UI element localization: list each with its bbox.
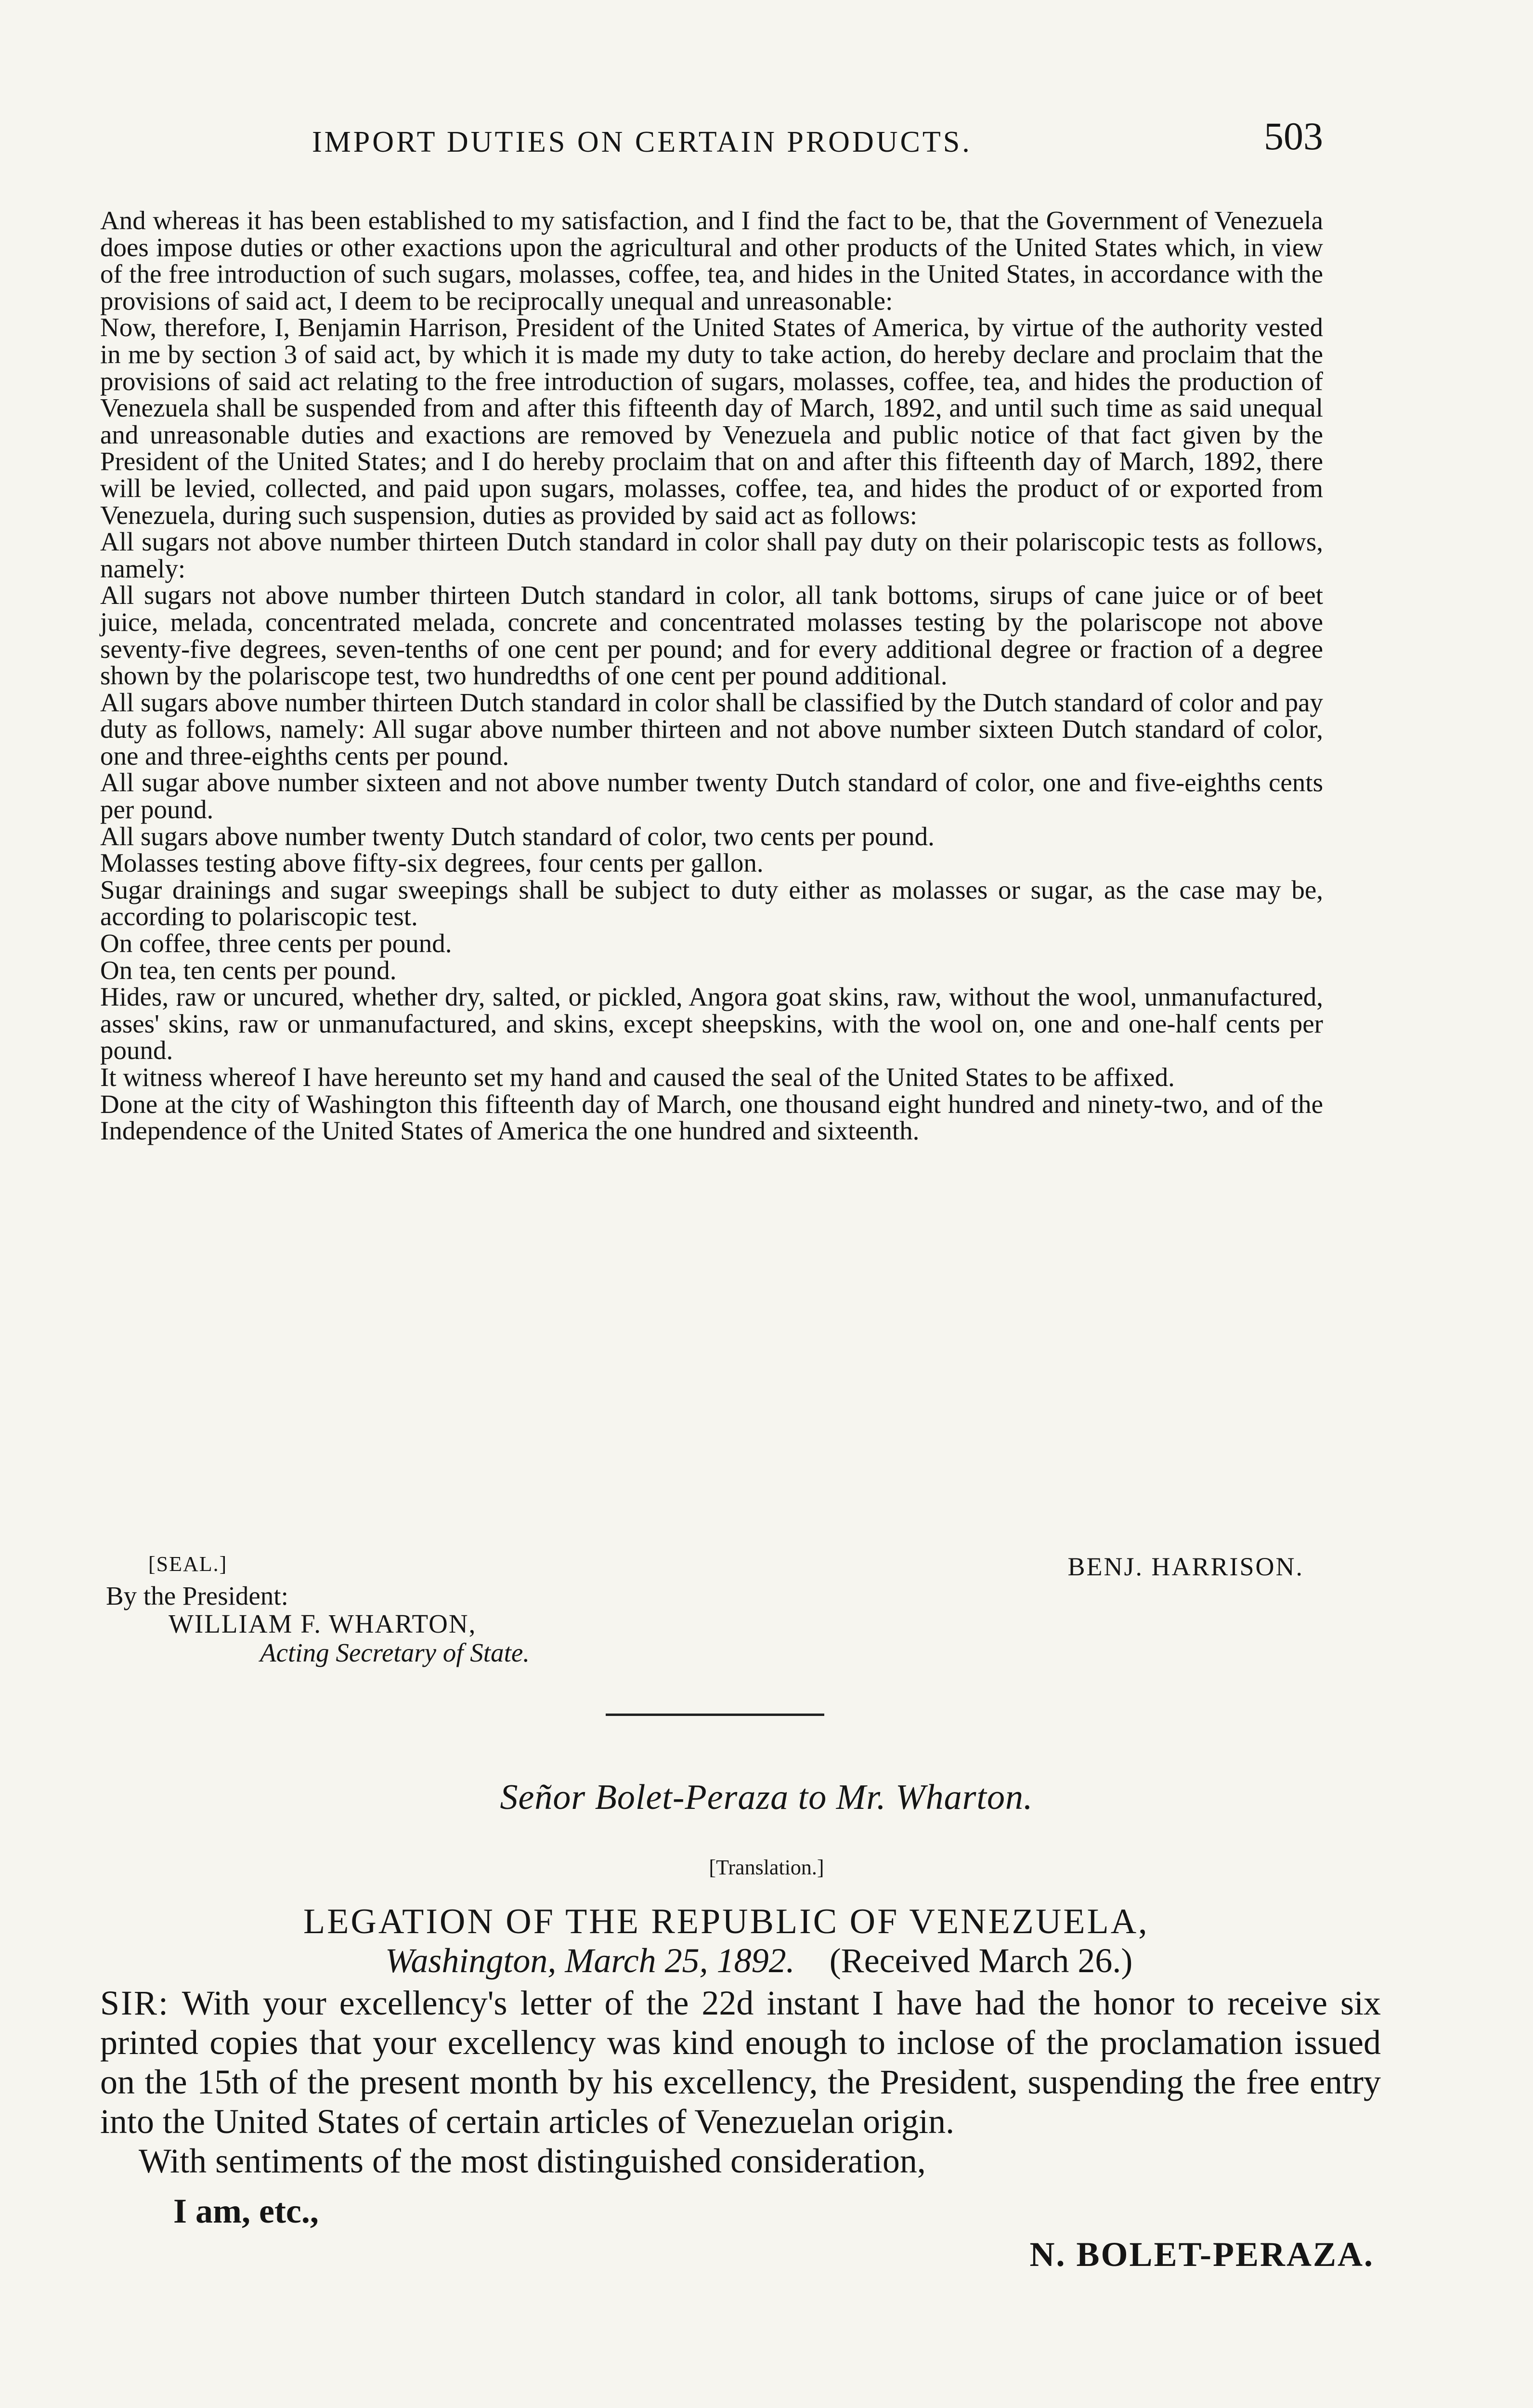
paragraph: Hides, raw or uncured, whether dry, salted, or pickled, Angora goat skins, raw, without the wool, unmanufactured, asses' skins, raw or unmanufactured, and skins, except sheepskins, with the wool on, one and one-half cents per pound.	[100, 982, 1323, 1065]
paragraph: Sugar drainings and sugar sweepings shall be subject to duty either as molasses or sugar, as the case may be, according to polariscopic test.	[100, 875, 1323, 931]
date-line	[385, 1941, 1132, 1981]
paragraph: On coffee, three cents per pound.	[100, 929, 452, 958]
translation-note: [Translation.]	[709, 1856, 824, 1879]
date-place: Washington, March 25, 1892.	[385, 1941, 795, 1980]
legation-line: LEGATION OF THE REPUBLIC OF VENEZUELA,	[303, 1902, 1149, 1941]
paragraph: All sugar above number sixteen and not above number twenty Dutch standard of color, one and five-eighths cents per pound.	[100, 768, 1323, 824]
letter-text: With your excellency's letter of the 22d instant I have had the honor to receive six printed copies that your excellency was kind enough to inclose of the proclamation issued on the 15th of the present month by his excellency, the President, suspending the free entry into the United States of certain articles of Venezuelan origin.	[100, 1984, 1381, 2141]
letter-paragraph	[100, 1983, 1381, 2141]
proclamation-body	[100, 207, 1323, 1144]
paragraph: All sugars not above number thirteen Dutch standard in color, all tank bottoms, sirups of cane juice or of beet juice, melada, concentrated melada, concrete and concentrated molasses testing by the polariscope not above seventy-five degrees, seven-tenths of one cent per pound; and for every additional degree or fraction of a degree shown by the polariscope test, two hundredths of one cent per pound additional.	[100, 580, 1323, 691]
countersigner-title: Acting Secretary of State.	[260, 1638, 530, 1667]
by-president: By the President:	[106, 1581, 288, 1610]
sentiments-line: With sentiments of the most distinguished consideration,	[139, 2142, 926, 2180]
salutation: SIR:	[100, 1984, 170, 2022]
paragraph: Molasses testing above fifty-six degrees, four cents per gallon.	[100, 848, 764, 878]
paragraph: All sugars not above number thirteen Dutch standard in color shall pay duty on their polariscopic tests as follows, namely:	[100, 527, 1323, 583]
section-divider	[606, 1714, 824, 1716]
running-title: IMPORT DUTIES ON CERTAIN PRODUCTS.	[312, 126, 972, 158]
paragraph: Now, therefore, I, Benjamin Harrison, President of the United States of America, by virtue of the authority vested in me by section 3 of said act, by which it is made my duty to take action, do hereby declare and proclaim that the provisions of said act relating to the free introduction of sugars, molasses, coffee, tea, and hides the production of Venezuela shall be suspended from and after this fifteenth day of March, 1892, and until such time as said unequal and unreasonable duties and exactions are removed by Venezuela and public notice of that fact given by the President of the United States; and I do hereby proclaim that on and after this fifteenth day of March, 1892, there will be levied, collected, and paid upon sugars, molasses, coffee, tea, and hides the product of or exported from Venezuela, during such suspension, duties as provided by said act as follows:	[100, 313, 1323, 530]
received-date: (Received March 26.)	[829, 1941, 1133, 1980]
signer-name: BENJ. HARRISON.	[1067, 1552, 1304, 1581]
page-number: 503	[1264, 114, 1323, 158]
paragraph: All sugars above number twenty Dutch standard of color, two cents per pound.	[100, 821, 935, 851]
page-header	[100, 114, 1323, 171]
seal-label: [SEAL.]	[148, 1552, 228, 1576]
seal-signature-line	[100, 1552, 1323, 1581]
paragraph: Done at the city of Washington this fifteenth day of March, one thousand eight hundred and ninety-two, and of the Independence of the United States of America the one hundred and sixteenth.	[100, 1089, 1323, 1146]
paragraph: All sugars above number thirteen Dutch standard in color shall be classified by the Dutch standard of color and pay duty as follows, namely: All sugar above number thirteen and not above number sixteen Dutch standard of color, one and three-eighths cents per pound.	[100, 687, 1323, 771]
letter-heading: Señor Bolet-Peraza to Mr. Wharton.	[500, 1778, 1033, 1817]
countersigner-name: WILLIAM F. WHARTON,	[169, 1609, 477, 1638]
closing-line: I am, etc.,	[173, 2192, 319, 2230]
paragraph: On tea, ten cents per pound.	[100, 955, 397, 985]
letter-body	[100, 1983, 1381, 2181]
paragraph: It witness whereof I have hereunto set my hand and caused the seal of the United States to be affixed.	[100, 1062, 1175, 1092]
letter-signature: N. BOLET-PERAZA.	[1029, 2235, 1374, 2274]
paragraph: And whereas it has been established to my satisfaction, and I find the fact to be, that the Government of Venezuela does impose duties or other exactions upon the agricultural and other products of the United States which, in view of the free introduction of such sugars, molasses, coffee, tea, and hides in the United States, in accordance with the provisions of said act, I deem to be reciprocally unequal and unreasonable:	[100, 206, 1323, 315]
date-spacer	[804, 1941, 821, 1980]
